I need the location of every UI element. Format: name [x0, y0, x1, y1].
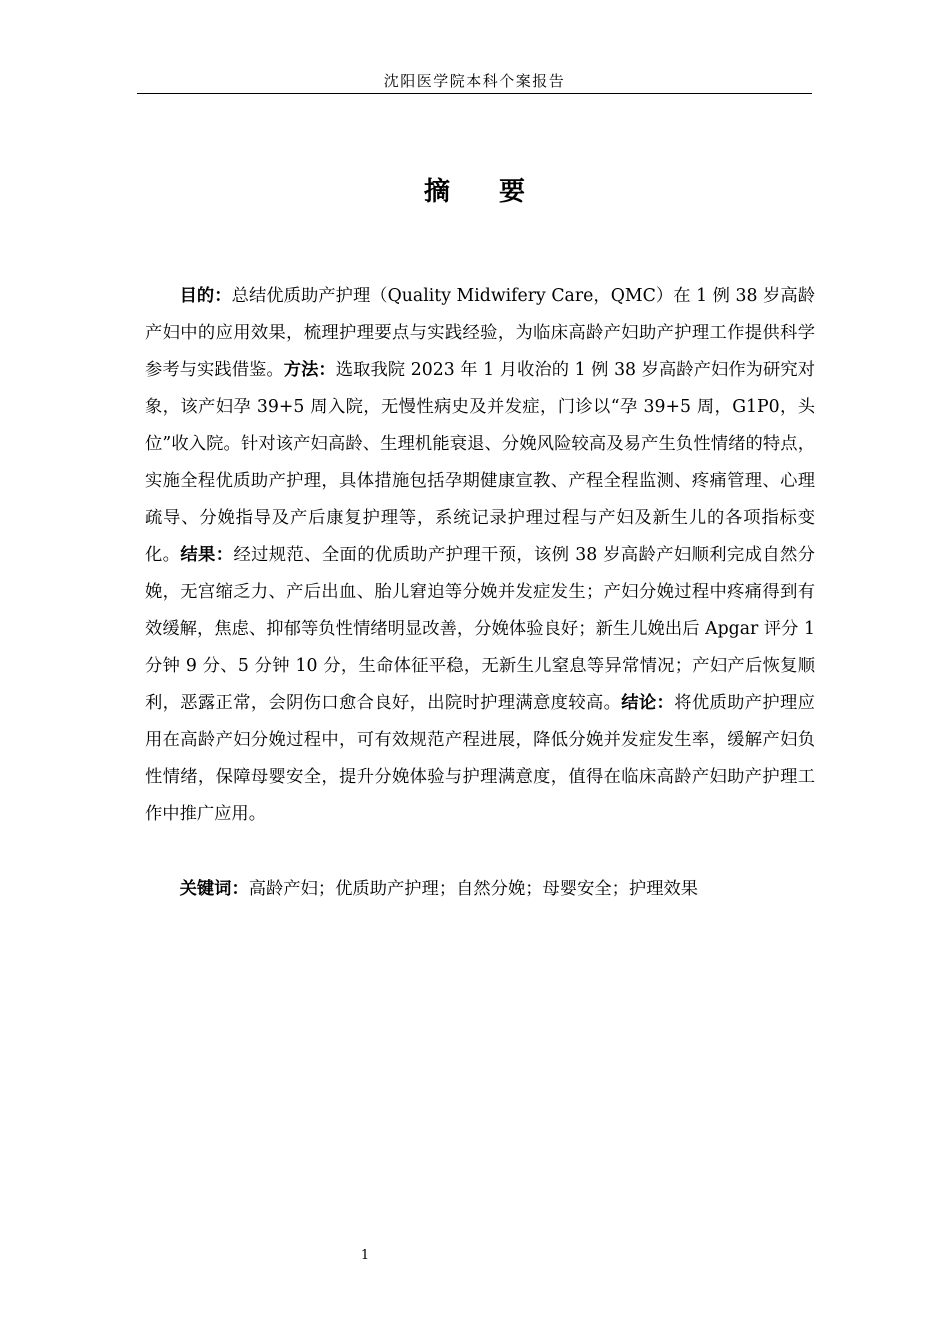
abstract-title: 摘 要 [423, 177, 546, 207]
objective-label: 目的： [179, 286, 232, 306]
method-label: 方法： [283, 360, 336, 380]
header-rule [137, 93, 812, 94]
conclusion-label: 结论： [621, 693, 675, 713]
abstract-body [145, 278, 815, 833]
running-header: 沈阳医学院本科个案报告 [383, 72, 566, 90]
method-text: 选取我院 2023 年 1 月收治的 1 例 38 岁高龄产妇作为研究对象，该产妇孕 39+5 周入院，无慢性病史及并发症，门诊以“孕 39+5 周，G1P0，头位”收入院。针对该产妇高龄、生理机能衰退、分娩风险较高及易产生负性情绪的特点，实施全程优质助产护理，具体措施包括孕期健康宣教、产程全程监测、疼痛管理、心理疏导、分娩指导及产后康复护理等，系统记录护理过程与产妇及新生儿的各项指标变化。 [145, 360, 815, 565]
objective-text: 总结优质助产护理（Quality Midwifery Care，QMC）在 1 例 38 岁高龄产妇中的应用效果，梳理护理要点与实践经验，为临床高龄产妇助产护理工作提供科学参考与实践借鉴。 [145, 286, 815, 380]
result-text: 经过规范、全面的优质助产护理干预，该例 38 岁高龄产妇顺利完成自然分娩，无宫缩乏力、产后出血、胎儿窘迫等分娩并发症发生；产妇分娩过程中疼痛得到有效缓解，焦虑、抑郁等负性情绪明显改善，分娩体验良好；新生儿娩出后 Apgar 评分 1 分钟 9 分、5 分钟 10 分，生命体征平稳，无新生儿窒息等异常情况；产妇产后恢复顺利，恶露正常，会阴伤口愈合良好，出院时护理满意度较高。 [145, 545, 815, 713]
result-label: 结果： [180, 545, 234, 565]
keywords-text: 高龄产妇；优质助产护理；自然分娩；母婴安全；护理效果 [248, 879, 699, 899]
page-number: 1 [360, 1248, 370, 1263]
keywords-line [145, 871, 815, 908]
keywords-label: 关键词： [179, 879, 249, 899]
conclusion-text: 将优质助产护理应用在高龄产妇分娩过程中，可有效规范产程进展，降低分娩并发症发生率，缓解产妇负性情绪，保障母婴安全，提升分娩体验与护理满意度，值得在临床高龄产妇助产护理工作中推广应用。 [145, 693, 815, 824]
